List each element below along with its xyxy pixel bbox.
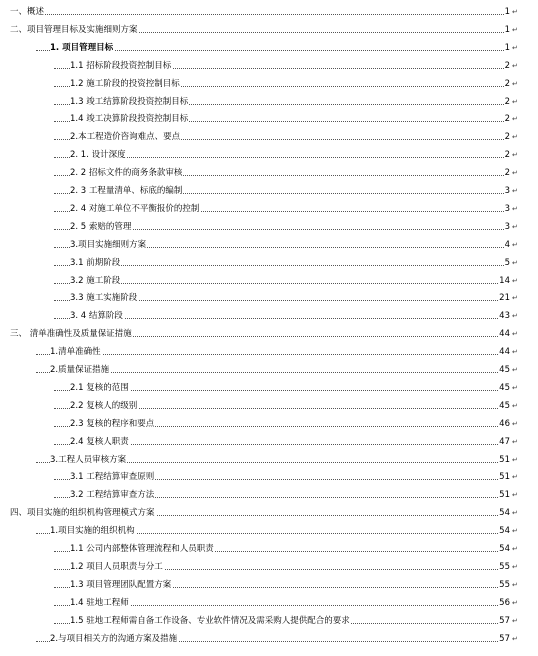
toc-entry-page-number: 5 [505, 254, 510, 272]
toc-entry[interactable] [0, 254, 538, 272]
paragraph-mark-icon: ↵ [512, 187, 518, 195]
paragraph-mark-icon: ↵ [512, 366, 518, 374]
toc-entry-page-number: 54 [499, 540, 510, 558]
toc-entry-page-number: 2 [505, 146, 510, 164]
toc-entry-page-number: 45 [499, 379, 510, 397]
toc-entry[interactable] [0, 451, 538, 469]
toc-entry-title: 2.3 复核的程序和要点 [70, 415, 155, 433]
toc-entry-page-number: 56 [499, 594, 510, 612]
dot-leader [10, 14, 508, 15]
toc-entry-title: 1.清单准确性 [50, 343, 102, 361]
toc-entry-title: 1.4 竣工决算阶段投资控制目标 [70, 110, 189, 128]
toc-entry-title: 2.1 复核的范围 [70, 379, 130, 397]
paragraph-mark-icon: ↵ [512, 580, 518, 589]
paragraph-mark-icon: ↵ [512, 43, 518, 52]
toc-entry[interactable] [0, 379, 538, 397]
toc-entry-page-number: 2 [505, 93, 510, 111]
toc-entry-page-number: 14 [499, 272, 510, 290]
toc-entry-title: 3.工程人员审核方案 [50, 451, 127, 469]
paragraph-mark-icon: ↵ [512, 437, 518, 446]
paragraph-mark-icon: ↵ [512, 8, 518, 16]
toc-entry-page-number: 3 [505, 182, 510, 200]
toc-entry-title: 一、概述 [10, 3, 45, 21]
toc-entry-title: 1.4 驻地工程师 [70, 594, 130, 612]
toc-entry[interactable] [0, 307, 538, 325]
toc-entry[interactable] [0, 21, 538, 39]
dot-leader [36, 354, 508, 355]
toc-entry-page-number: 4 [505, 236, 510, 254]
paragraph-mark-icon: ↵ [512, 598, 518, 607]
toc-entry[interactable] [0, 200, 538, 218]
toc-entry[interactable] [0, 504, 538, 522]
toc-entry-title: 1.2 项目人员职责与分工 [70, 558, 164, 576]
paragraph-mark-icon: ↵ [512, 294, 518, 303]
paragraph-mark-icon: ↵ [512, 115, 518, 124]
toc-entry[interactable] [0, 236, 538, 254]
toc-entry-title: 2.与项目相关方的沟通方案及措施 [50, 630, 178, 648]
toc-entry-page-number: 3 [505, 200, 510, 218]
paragraph-mark-icon: ↵ [512, 97, 518, 106]
paragraph-mark-icon: ↵ [512, 330, 518, 339]
toc-entry[interactable] [0, 75, 538, 93]
toc-entry[interactable] [0, 93, 538, 111]
dot-leader [54, 265, 508, 266]
toc-entry-page-number: 55 [499, 558, 510, 576]
toc-entry[interactable] [0, 558, 538, 576]
toc-entry[interactable] [0, 110, 538, 128]
toc-entry-title: 2. 3 工程量清单、标底的编制 [70, 182, 183, 200]
toc-entry-page-number: 46 [499, 415, 510, 433]
paragraph-mark-icon: ↵ [512, 634, 518, 643]
paragraph-mark-icon: ↵ [512, 527, 518, 536]
toc-entry-page-number: 55 [499, 576, 510, 594]
toc-entry-page-number: 2 [505, 75, 510, 93]
toc-entry-page-number: 54 [499, 522, 510, 540]
toc-entry-page-number: 43 [499, 307, 510, 325]
toc-entry-title: 3.项目实施细则方案 [70, 236, 147, 254]
toc-entry-title: 3.2 工程结算审查方法 [70, 486, 155, 504]
toc-entry-title: 1.3 项目管理团队配置方案 [70, 576, 172, 594]
paragraph-mark-icon: ↵ [512, 455, 518, 464]
toc-entry-page-number: 21 [499, 289, 510, 307]
toc-entry[interactable] [0, 343, 538, 361]
toc-entry-page-number: 45 [499, 361, 510, 379]
paragraph-mark-icon: ↵ [512, 133, 518, 142]
paragraph-mark-icon: ↵ [512, 562, 518, 571]
toc-entry[interactable] [0, 289, 538, 307]
toc-entry-title: 二、项目管理目标及实施细则方案 [10, 21, 139, 39]
toc-entry[interactable] [0, 128, 538, 146]
toc-entry-page-number: 57 [499, 612, 510, 630]
toc-entry[interactable] [0, 3, 538, 21]
toc-entry-page-number: 44 [499, 325, 510, 343]
toc-entry[interactable] [0, 272, 538, 290]
toc-entry-page-number: 1 [505, 3, 510, 21]
paragraph-mark-icon: ↵ [512, 401, 518, 410]
toc-entry[interactable] [0, 522, 538, 540]
paragraph-mark-icon: ↵ [512, 240, 518, 249]
paragraph-mark-icon: ↵ [512, 258, 518, 267]
toc-entry-title: 1.项目实施的组织机构 [50, 522, 136, 540]
toc-entry-page-number: 47 [499, 433, 510, 451]
toc-entry[interactable] [0, 630, 538, 648]
toc-entry[interactable] [0, 397, 538, 415]
toc-entry-title: 1. 项目管理目标 [50, 39, 114, 57]
toc-entry-title: 2.质量保证措施 [50, 361, 110, 379]
toc-entry-page-number: 2 [505, 57, 510, 75]
toc-entry[interactable] [0, 57, 538, 75]
toc-entry-page-number: 54 [499, 504, 510, 522]
toc-entry[interactable] [0, 576, 538, 594]
toc-entry[interactable] [0, 146, 538, 164]
paragraph-mark-icon: ↵ [512, 222, 518, 231]
toc-entry-title: 2.2 复核人的级别 [70, 397, 138, 415]
toc-entry-title: 2. 1. 设计深度 [70, 146, 127, 164]
paragraph-mark-icon: ↵ [512, 276, 518, 285]
paragraph-mark-icon: ↵ [512, 169, 518, 178]
toc-entry[interactable] [0, 39, 538, 57]
paragraph-mark-icon: ↵ [512, 545, 518, 553]
toc-entry-title: 3.2 施工阶段 [70, 272, 121, 290]
paragraph-mark-icon: ↵ [512, 419, 518, 428]
toc-entry-title: 2. 5 索赔的管理 [70, 218, 132, 236]
paragraph-mark-icon: ↵ [512, 151, 518, 160]
toc-entry-page-number: 51 [499, 486, 510, 504]
toc-entry[interactable] [0, 361, 538, 379]
toc-entry-page-number: 1 [505, 39, 510, 57]
toc-entry-title: 2.本工程造价咨询难点、要点 [70, 128, 181, 146]
dot-leader [54, 283, 508, 284]
toc-entry[interactable] [0, 182, 538, 200]
toc-entry-page-number: 2 [505, 128, 510, 146]
toc-entry[interactable] [0, 164, 538, 182]
toc-entry-title: 2. 4 对施工单位不平衡报价的控制 [70, 200, 200, 218]
toc-entry-title: 2. 2 招标文件的商务条款审核 [70, 164, 183, 182]
toc-entry[interactable] [0, 612, 538, 630]
toc-entry-page-number: 44 [499, 343, 510, 361]
toc-entry-page-number: 2 [505, 110, 510, 128]
toc-entry-page-number: 2 [505, 164, 510, 182]
paragraph-mark-icon: ↵ [512, 383, 518, 392]
toc-entry-title: 3.1 工程结算审查原则 [70, 468, 155, 486]
toc-entry-title: 3.3 施工实施阶段 [70, 289, 138, 307]
toc-entry-page-number: 3 [505, 218, 510, 236]
toc-entry-title: 三、 清单准确性及质量保证措施 [10, 325, 133, 343]
toc-entry[interactable] [0, 415, 538, 433]
toc-entry[interactable] [0, 540, 538, 558]
paragraph-mark-icon: ↵ [512, 491, 518, 500]
toc-entry-page-number: 45 [499, 397, 510, 415]
paragraph-mark-icon: ↵ [512, 473, 518, 482]
paragraph-mark-icon: ↵ [512, 616, 518, 625]
toc-entry-page-number: 51 [499, 451, 510, 469]
toc-entry[interactable] [0, 218, 538, 236]
toc-entry-title: 3. 4 结算阶段 [70, 307, 124, 325]
toc-entry-title: 2.4 复核人职责 [70, 433, 130, 451]
paragraph-mark-icon: ↵ [512, 61, 518, 70]
toc-entry-page-number: 1 [505, 21, 510, 39]
toc-entry-title: 四、项目实施的组织机构管理模式方案 [10, 504, 156, 522]
toc-entry[interactable] [0, 486, 538, 504]
toc-entry[interactable] [0, 433, 538, 451]
toc-entry[interactable] [0, 325, 538, 343]
toc-entry-title: 1.2 施工阶段的投资控制目标 [70, 75, 181, 93]
toc-entry-page-number: 51 [499, 468, 510, 486]
toc-entry-title: 1.1 招标阶段投资控制目标 [70, 57, 172, 75]
toc-entry-page-number: 57 [499, 630, 510, 648]
paragraph-mark-icon: ↵ [512, 312, 518, 321]
toc-entry-title: 1.5 驻地工程师需自备工作设备、专业软件情况及需采购人提供配合的要求 [70, 612, 351, 630]
toc-entry-title: 1.3 竣工结算阶段投资控制目标 [70, 93, 189, 111]
paragraph-mark-icon: ↵ [512, 348, 518, 357]
paragraph-mark-icon: ↵ [512, 204, 518, 213]
paragraph-mark-icon: ↵ [512, 509, 518, 518]
toc-entry-title: 3.1 前期阶段 [70, 254, 121, 272]
toc-entry[interactable] [0, 468, 538, 486]
paragraph-mark-icon: ↵ [512, 79, 518, 88]
toc-entry-title: 1.1 公司内部整体管理流程和人员职责 [70, 540, 215, 558]
toc-entry[interactable] [0, 594, 538, 612]
paragraph-mark-icon: ↵ [512, 25, 518, 34]
